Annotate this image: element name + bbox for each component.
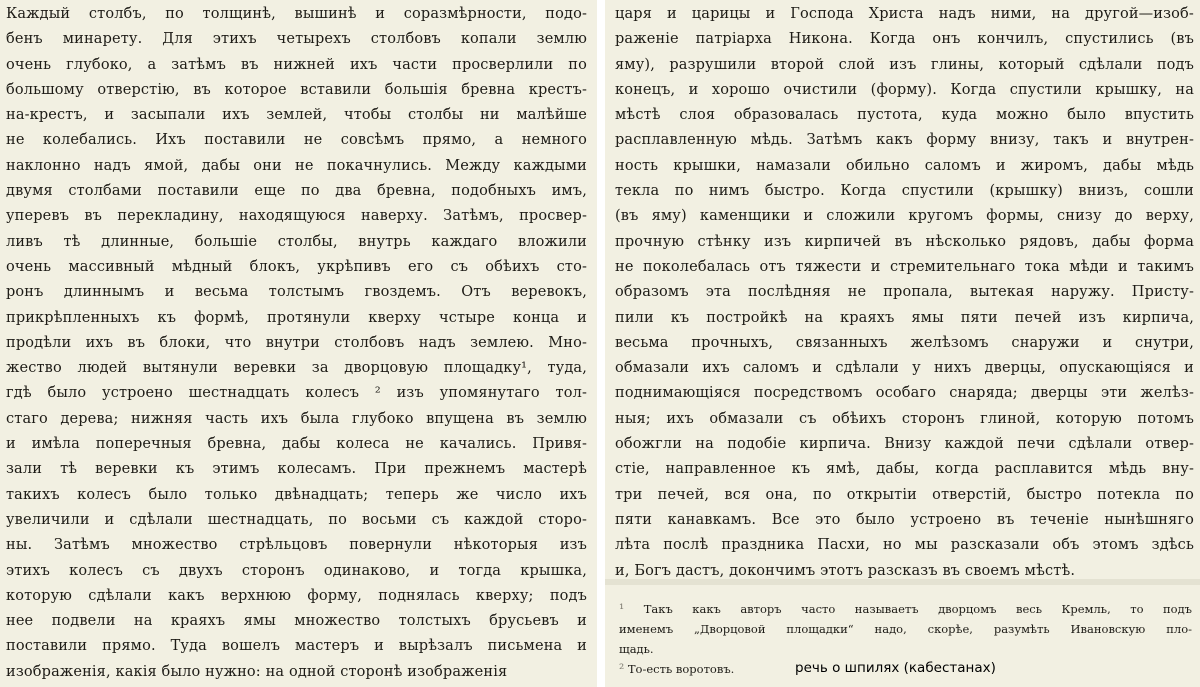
left-column-line: продѣли ихъ въ блоки, что внутри столбовъ надъ землею. Мно- — [6, 334, 587, 351]
left-column-line: ронъ длиннымъ и весьма толстымъ гвоздемъ. Отъ веревокъ, — [6, 284, 587, 301]
footnote-2-text: То-есть воротовъ. — [627, 662, 735, 676]
right-column-line: обмазали ихъ саломъ и сдѣлали у нихъ дверцы, опускающіяся и — [615, 360, 1194, 377]
right-column-line: раженіе патріарха Никона. Когда онъ кончилъ, спустились (въ — [615, 31, 1194, 48]
left-text-column — [0, 0, 597, 687]
left-column-line: большому отверстію, въ которое вставили большія бревна крестъ- — [6, 81, 587, 98]
left-column-line: на-крестъ, и засыпали ихъ землей, чтобы столбы ни малѣйше — [6, 107, 587, 124]
right-column-line: мѣстѣ слоя образовалась пустота, куда можно было впустить — [615, 107, 1194, 124]
right-column-line: пяти канавкамъ. Все это было устроено въ теченіе нынѣшняго — [615, 511, 1194, 528]
left-column-line: поставили прямо. Туда вошелъ мастеръ и вырѣзалъ письмена и — [6, 638, 587, 655]
right-column-line: весьма прочныхъ, связанныхъ желѣзомъ снаружи и снутри, — [615, 334, 1194, 351]
footnote-2-mark: ² — [619, 662, 625, 677]
right-column-line: (въ яму) каменщики и сложили кругомъ формы, снизу до верху, — [615, 208, 1194, 225]
right-column-line: ность крышки, намазали обильно саломъ и жиромъ, дабы мѣдь — [615, 157, 1194, 174]
right-column-line: образомъ эта послѣдняя не пропала, вытекая наружу. Присту- — [615, 284, 1194, 301]
footnote-1-line-3: щадь. — [619, 642, 654, 656]
right-column-line: царя и царицы и Господа Христа надъ ними, на другой—изоб- — [615, 6, 1194, 22]
column-gutter — [597, 0, 605, 687]
left-column-line: гдѣ было устроено шестнадцать колесъ ² изъ упомянутаго тол- — [6, 385, 587, 402]
right-column-line: обожгли на подобіе кирпича. Внизу каждой печи сдѣлали отвер- — [615, 436, 1194, 453]
right-column-line: не поколебалась отъ тяжести и стремительнаго тока мѣди и такимъ — [615, 258, 1194, 275]
footnote-1-mark: ¹ — [619, 602, 625, 617]
left-column-line: которую сдѣлали какъ верхнюю форму, поднялась кверху; подъ — [6, 587, 587, 604]
left-column-line: двумя столбами поставили еще по два бревна, подобныхъ имъ, — [6, 183, 587, 200]
left-column-line: ливъ тѣ длинные, большіе столбы, внутрь каждаго вложили — [6, 233, 587, 250]
right-column-line: пили къ постройкѣ на краяхъ ямы пяти печей изъ кирпича, — [615, 309, 1194, 326]
left-column-line: ны. Затѣмъ множество стрѣльцовъ повернули нѣкоторыя изъ — [6, 537, 587, 554]
left-column-line: очень массивный мѣдный блокъ, укрѣпивъ его съ обѣихъ сто- — [6, 258, 587, 275]
left-column-line: и имѣла поперечныя бревна, дабы колеса не качались. Привя- — [6, 436, 587, 453]
left-column-line: прикрѣпленныхъ къ формѣ, протянули кверху чстыре конца и — [6, 309, 587, 326]
left-column-line: зали тѣ веревки къ этимъ колесамъ. При прежнемъ мастерѣ — [6, 461, 587, 478]
right-column-line: и, Богъ дастъ, докончимъ этотъ разсказъ въ своемъ мѣстѣ. — [615, 562, 1076, 579]
right-column-line: ныя; ихъ обмазали съ обѣихъ сторонъ глиной, которую потомъ — [615, 410, 1194, 427]
right-column-line: яму), разрушили второй слой изъ глины, который сдѣлали подъ — [615, 56, 1194, 73]
left-column-line: Каждый столбъ, по толщинѣ, вышинѣ и соразмѣрности, подо- — [6, 6, 587, 22]
left-column-line: этихъ колесъ съ двухъ сторонъ одинаково, и тогда крышка, — [6, 562, 587, 579]
left-column-line: увеличили и сдѣлали шестнадцать, по восьми съ каждой сторо- — [6, 511, 587, 528]
footnote-1-line-1 — [619, 599, 1192, 619]
right-column-line: три печей, вся она, по открытіи отверстій, быстро потекла по — [615, 486, 1194, 503]
right-column-line: стіе, направленное къ ямѣ, дабы, когда расплавится мѣдь вну- — [615, 461, 1194, 478]
left-column-line: очень глубоко, а затѣмъ въ нижней ихъ части просверлили по — [6, 56, 587, 73]
left-column-line: бенъ минарету. Для этихъ четырехъ столбовъ копали землю — [6, 31, 587, 48]
right-column-line: лѣта послѣ праздника Пасхи, но мы разсказали объ этомъ здѣсь — [615, 537, 1194, 554]
right-column-line: прочную стѣнку изъ кирпичей въ нѣсколько рядовъ, дабы форма — [615, 233, 1194, 250]
footnote-1-line-2: именемъ „Дворцовой площадки“ надо, скорѣе, разумѣть Ивановскую пло- — [619, 622, 1192, 636]
left-column-line: стаго дерева; нижняя часть ихъ была глубоко впущена въ землю — [6, 410, 587, 427]
handwritten-annotation: речь о шпилях (кабестанах) — [795, 660, 996, 676]
left-column-line: наклонно надъ ямой, дабы они не покачнулись. Между каждыми — [6, 157, 587, 174]
left-column-line: уперевъ въ перекладину, находящуюся наверху. Затѣмъ, просвер- — [6, 208, 587, 225]
left-column-line: изображенія, какія было нужно: на одной сторонѣ изображенія — [6, 663, 508, 680]
footnote-1-text: Такъ какъ авторъ часто называетъ дворцомъ весь Кремль, то подъ — [643, 602, 1192, 616]
right-column-line: расплавленную мѣдь. Затѣмъ какъ форму внизу, такъ и внутрен- — [615, 132, 1194, 149]
right-column-line: конецъ, и хорошо очистили (форму). Когда спустили крышку, на — [615, 81, 1194, 98]
left-column-line: не колебались. Ихъ поставили не совсѣмъ прямо, а немного — [6, 132, 587, 149]
right-column-line: текла по нимъ быстро. Когда спустили (крышку) внизъ, сошли — [615, 183, 1194, 200]
left-column-line: такихъ колесъ было только двѣнадцать; теперь же число ихъ — [6, 486, 587, 503]
right-column-line: поднимающіяся посредствомъ особаго снаряда; дверцы эти желѣз- — [615, 385, 1194, 402]
left-column-line: нее подвели на краяхъ ямы множество толстыхъ брусьевъ и — [6, 613, 587, 630]
left-column-line: жество людей вытянули веревки за дворцовую площадку¹, туда, — [6, 360, 587, 377]
